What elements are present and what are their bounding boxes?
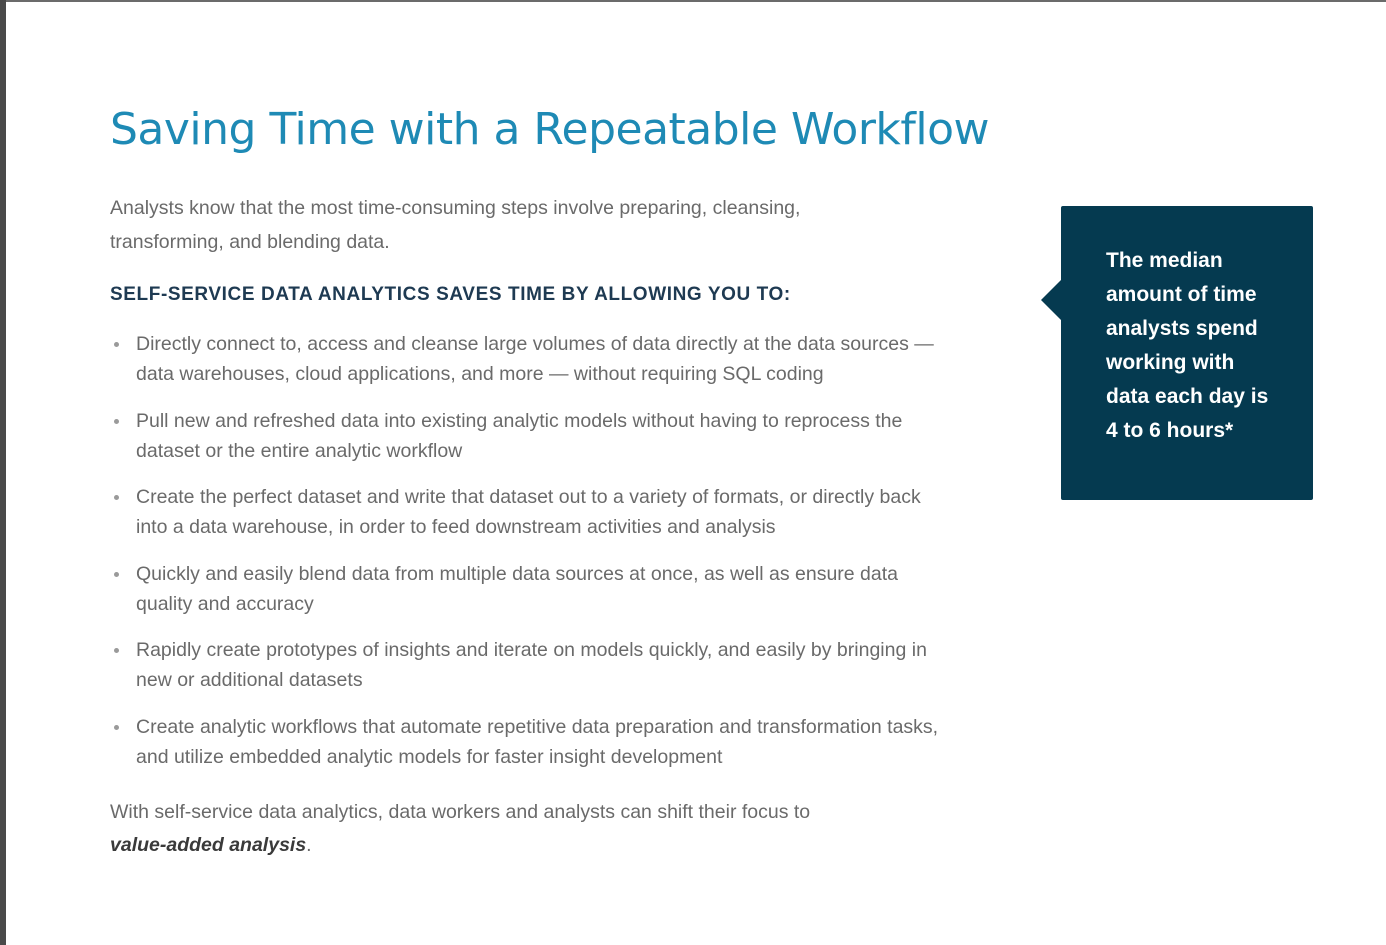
callout-line: amount of time bbox=[1106, 283, 1257, 306]
list-item bbox=[110, 635, 1010, 695]
closing-emphasis: value-added analysis bbox=[110, 834, 307, 856]
callout-line: analysts spend bbox=[1106, 317, 1258, 340]
benefits-list bbox=[110, 329, 1010, 788]
list-item-text: new or additional datasets bbox=[136, 669, 363, 691]
bullet-dot-icon bbox=[114, 725, 119, 730]
page-title: Saving Time with a Repeatable Workflow bbox=[110, 104, 990, 155]
bullet-dot-icon bbox=[114, 342, 119, 347]
closing-period: . bbox=[306, 834, 312, 856]
list-item-text: and utilize embedded analytic models for faster insight development bbox=[136, 745, 723, 768]
list-item bbox=[110, 482, 1010, 542]
closing-line: With self-service data analytics, data workers and analysts can shift their focus to bbox=[110, 801, 811, 823]
list-item-text: Create the perfect dataset and write that dataset out to a variety of formats, or directly back bbox=[136, 486, 921, 508]
bullet-dot-icon bbox=[114, 495, 119, 500]
closing-paragraph bbox=[110, 796, 910, 862]
callout-pointer bbox=[1041, 280, 1061, 320]
callout-line: The median bbox=[1106, 249, 1223, 272]
list-item-text: into a data warehouse, in order to feed downstream activities and analysis bbox=[136, 516, 776, 538]
list-item bbox=[110, 712, 1010, 772]
bullet-dot-icon bbox=[114, 648, 119, 653]
stat-callout-box bbox=[1061, 206, 1313, 500]
list-item-text: data warehouses, cloud applications, and more — without requiring SQL coding bbox=[136, 363, 824, 385]
intro-line: Analysts know that the most time-consuming steps involve preparing, cleansing, bbox=[110, 197, 801, 219]
list-item-text: Directly connect to, access and cleanse large volumes of data directly at the data sources — bbox=[136, 333, 934, 355]
list-item bbox=[110, 406, 1010, 466]
list-item-text: dataset or the entire analytic workflow bbox=[136, 439, 463, 462]
list-item-text: Quickly and easily blend data from multiple data sources at once, as well as ensure data bbox=[136, 562, 898, 585]
bullet-dot-icon bbox=[114, 572, 119, 577]
section-subheading: SELF-SERVICE DATA ANALYTICS SAVES TIME BY ALLOWING YOU TO: bbox=[110, 284, 791, 305]
intro-paragraph bbox=[110, 191, 870, 259]
callout-line: 4 to 6 hours* bbox=[1106, 419, 1234, 442]
callout-line: data each day is bbox=[1106, 385, 1269, 408]
callout-line: working with bbox=[1106, 351, 1235, 374]
intro-line: transforming, and blending data. bbox=[110, 231, 390, 253]
list-item-text: Create analytic workflows that automate repetitive data preparation and transformation tasks, bbox=[136, 715, 939, 738]
list-item-text: Rapidly create prototypes of insights and iterate on models quickly, and easily by bringing in bbox=[136, 639, 927, 661]
list-item-text: Pull new and refreshed data into existing analytic models without having to reprocess the bbox=[136, 409, 903, 432]
list-item-text: quality and accuracy bbox=[136, 592, 314, 615]
list-item bbox=[110, 559, 1010, 619]
document-page bbox=[6, 2, 1386, 945]
bullet-dot-icon bbox=[114, 419, 119, 424]
callout-text bbox=[1106, 244, 1296, 448]
list-item bbox=[110, 329, 1010, 389]
